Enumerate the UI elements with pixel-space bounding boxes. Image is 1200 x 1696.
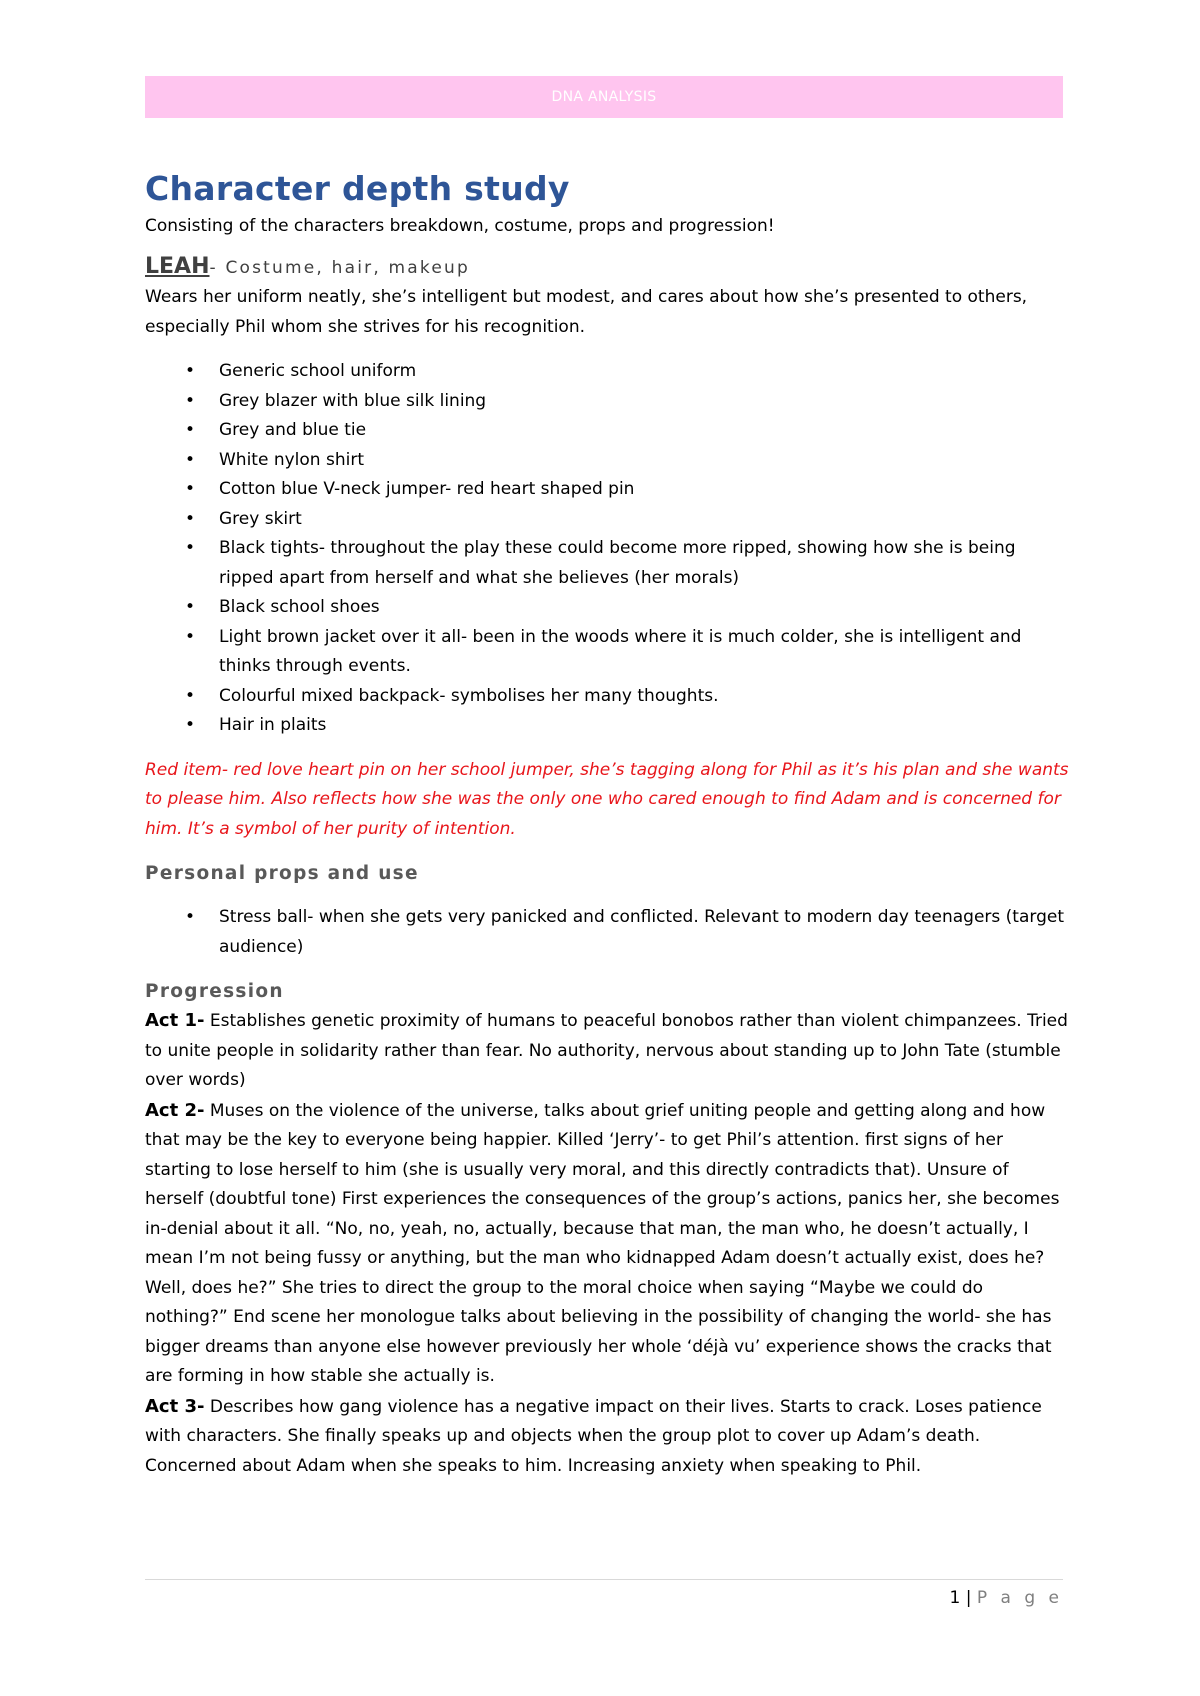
act-2-paragraph: [145, 1096, 1070, 1392]
act-label: Act 3-: [145, 1395, 205, 1417]
list-item: [145, 593, 1070, 623]
costume-list: [145, 357, 1070, 741]
document-subtitle: Consisting of the characters breakdown, costume, props and progression!: [145, 216, 775, 236]
act-label: Act 2-: [145, 1099, 205, 1121]
list-item: [145, 534, 1070, 593]
character-heading-suffix: - Costume, hair, makeup: [209, 258, 470, 278]
list-item: [145, 682, 1070, 712]
props-list: [145, 903, 1070, 962]
list-item: [145, 387, 1070, 417]
act-text: Establishes genetic proximity of humans to peaceful bonobos rather than violent chimpanzees. Tried to unite people in solidarity rather than fear. No authority, nervous about standing up to John Tate (stumble over words): [145, 1011, 1068, 1090]
character-name: LEAH: [145, 254, 210, 279]
list-item-text: Hair in plaits: [219, 715, 327, 735]
bullet-icon: •: [185, 420, 196, 440]
list-item-text: Grey skirt: [219, 508, 302, 529]
document-title: Character depth study: [145, 169, 570, 208]
bullet-icon: •: [185, 538, 196, 558]
list-item-text: Light brown jacket over it all- been in the woods where it is much colder, she is intelligent and thinks through events.: [219, 626, 1022, 676]
list-item-text: Grey and blue tie: [219, 420, 367, 440]
list-item: [145, 623, 1070, 682]
bullet-icon: •: [185, 715, 196, 735]
footer-divider: [145, 1579, 1063, 1580]
list-item: [145, 505, 1070, 535]
character-heading: [145, 252, 1070, 283]
list-item-text: Cotton blue V-neck jumper- red heart shaped pin: [219, 479, 635, 499]
bullet-icon: •: [185, 479, 196, 499]
bullet-icon: •: [185, 508, 196, 529]
act-text: Describes how gang violence has a negative impact on their lives. Starts to crack. Loses patience with characters. She finally speaks up and objects when the group plot to cover up Adam’s death. Concerned about Adam when she speaks to him. Increasing anxiety when speaking to Phil.: [145, 1396, 1042, 1476]
act-1-paragraph: [145, 1006, 1070, 1096]
list-item: [145, 446, 1070, 476]
list-item: [145, 357, 1070, 387]
list-item-text: Black tights- throughout the play these could become more ripped, showing how she is being ripped apart from herself and what she believes (her morals): [219, 538, 1016, 588]
list-item: [145, 711, 1070, 741]
header-band: [145, 76, 1063, 118]
list-item-text: Colourful mixed backpack- symbolises her many thoughts.: [219, 685, 719, 706]
list-item-text: Generic school uniform: [219, 361, 417, 381]
act-label: Act 1-: [145, 1010, 205, 1031]
bullet-icon: •: [185, 685, 196, 706]
list-item-text: Black school shoes: [219, 597, 380, 617]
list-item-text: Stress ball- when she gets very panicked and conflicted. Relevant to modern day teenagers (target audience): [219, 907, 1064, 957]
list-item-text: White nylon shirt: [219, 449, 364, 470]
bullet-icon: •: [185, 597, 196, 617]
act-text: Muses on the violence of the universe, talks about grief uniting people and getting along and how that may be the key to everyone being happier. Killed ‘Jerry’- to get Phil’s attention. first signs of her starting to lose herself to him (she is usually very moral, and this directly contradicts that). Unsure of herself (doubtful tone) First experiences the consequences of the group’s actions, panics her, she becomes in-denial about it all. “No, no, yeah, no, actually, because that man, the man who, he doesn’t actually, I mean I’m not being fussy or anything, but the man who kidnapped Adam doesn’t actually exist, does he? Well, does he?” She tries to direct the group to the moral choice when saying “Maybe we could do nothing?” End scene her monologue talks about believing in the possibility of changing the world- she has bigger dreams than anyone else however previously her whole ‘déjà vu’ experience shows the cracks that are forming in how stable she actually is.: [145, 1100, 1060, 1386]
bullet-icon: •: [185, 907, 196, 927]
bullet-icon: •: [185, 390, 196, 411]
progression-heading: Progression: [145, 981, 284, 1002]
list-item: [145, 475, 1070, 505]
list-item-text: Grey blazer with blue silk lining: [219, 390, 487, 411]
document-body: [145, 168, 1070, 1481]
bullet-icon: •: [185, 361, 196, 381]
act-3-paragraph: [145, 1392, 1070, 1482]
page-word: P a g e: [976, 1588, 1063, 1608]
footer-separator: |: [965, 1588, 972, 1608]
page-footer: [949, 1586, 1063, 1610]
props-heading: Personal props and use: [145, 863, 419, 884]
bullet-icon: •: [185, 626, 196, 647]
page-number: 1: [949, 1588, 961, 1608]
list-item: [145, 416, 1070, 446]
list-item: [145, 903, 1070, 962]
red-item-note: Red item- red love heart pin on her school jumper, she’s tagging along for Phil as it’s his plan and she wants to please him. Also reflects how she was the only one who cared enough to find Adam and is concerned for him. It’s a symbol of her purity of intention.: [145, 759, 1069, 839]
bullet-icon: •: [185, 449, 196, 470]
character-intro: Wears her uniform neatly, she’s intelligent but modest, and cares about how she’s presented to others, especially Phil whom she strives for his recognition.: [145, 287, 1028, 337]
header-text: DNA ANALYSIS: [551, 89, 657, 105]
